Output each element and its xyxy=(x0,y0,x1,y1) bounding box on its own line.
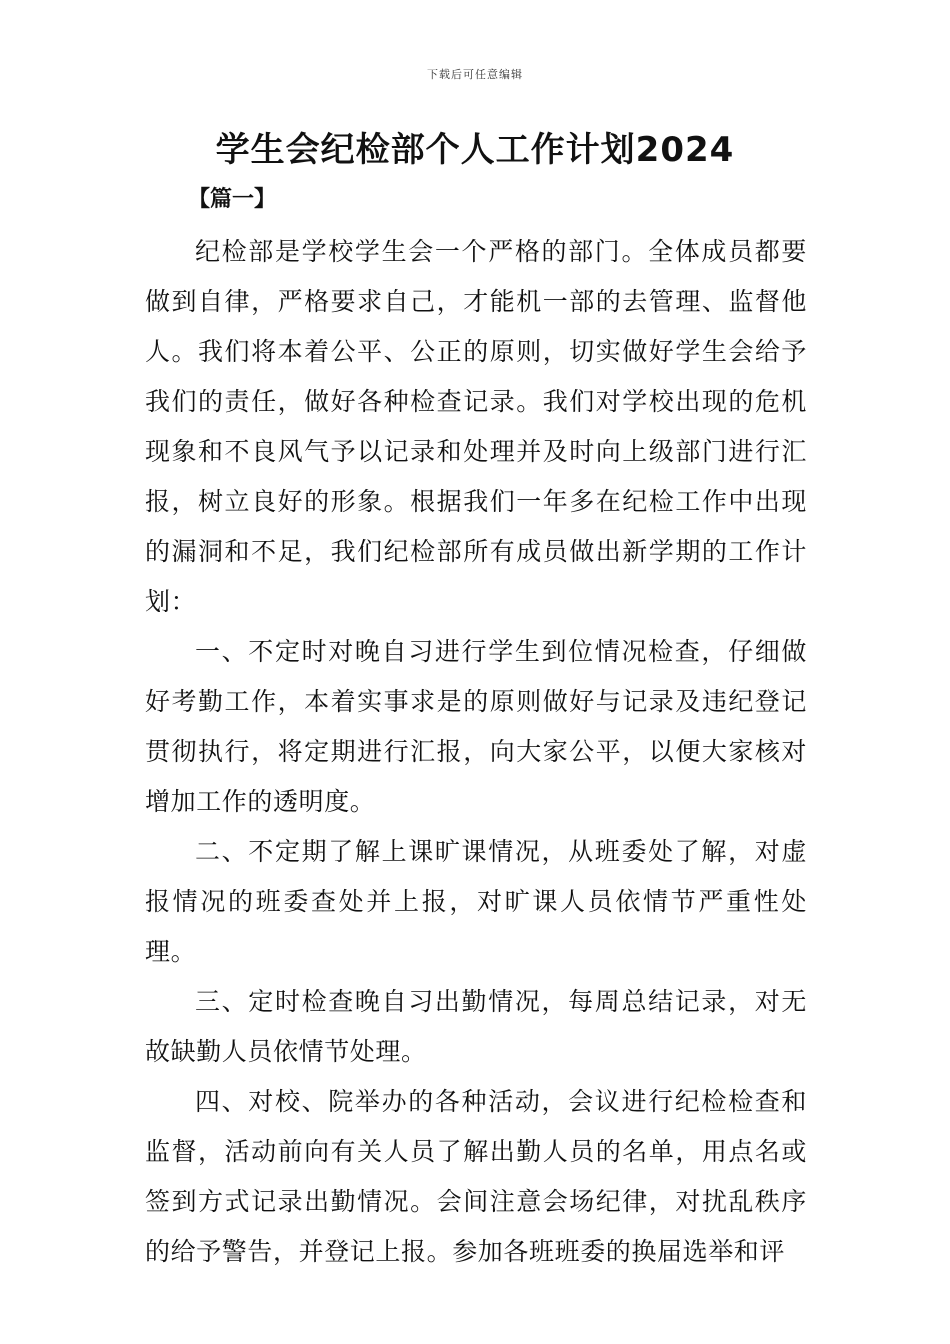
section-label: 【篇一】 xyxy=(188,187,277,212)
header-note: 下载后可任意编辑 xyxy=(427,68,523,81)
document-body xyxy=(145,227,807,1277)
paragraph-item-4: 四、对校、院举办的各种活动，会议进行纪检检查和监督，活动前向有关人员了解出勤人员的名单，用点名或签到方式记录出勤情况。会间注意会场纪律，对扰乱秩序的给予警告，并登记上报。参加各班班委的换届选举和评 xyxy=(145,1087,807,1266)
paragraph-item-2: 二、不定期了解上课旷课情况，从班委处了解，对虚报情况的班委查处并上报，对旷课人员依情节严重性处理。 xyxy=(145,837,807,966)
paragraph-intro: 纪检部是学校学生会一个严格的部门。全体成员都要做到自律，严格要求自己，才能机一部的去管理、监督他人。我们将本着公平、公正的原则，切实做好学生会给予我们的责任，做好各种检查记录。我们对学校出现的危机现象和不良风气予以记录和处理并及时向上级部门进行汇报，树立良好的形象。根据我们一年多在纪检工作中出现的漏洞和不足，我们纪检部所有成员做出新学期的工作计划： xyxy=(145,237,807,616)
paragraph-item-1: 一、不定时对晚自习进行学生到位情况检查，仔细做好考勤工作，本着实事求是的原则做好与记录及违纪登记贯彻执行，将定期进行汇报，向大家公平，以便大家核对增加工作的透明度。 xyxy=(145,637,807,816)
document-title: 学生会纪检部个人工作计划2024 xyxy=(215,130,735,170)
paragraph-item-3: 三、定时检查晚自习出勤情况，每周总结记录，对无故缺勤人员依情节处理。 xyxy=(145,987,807,1066)
